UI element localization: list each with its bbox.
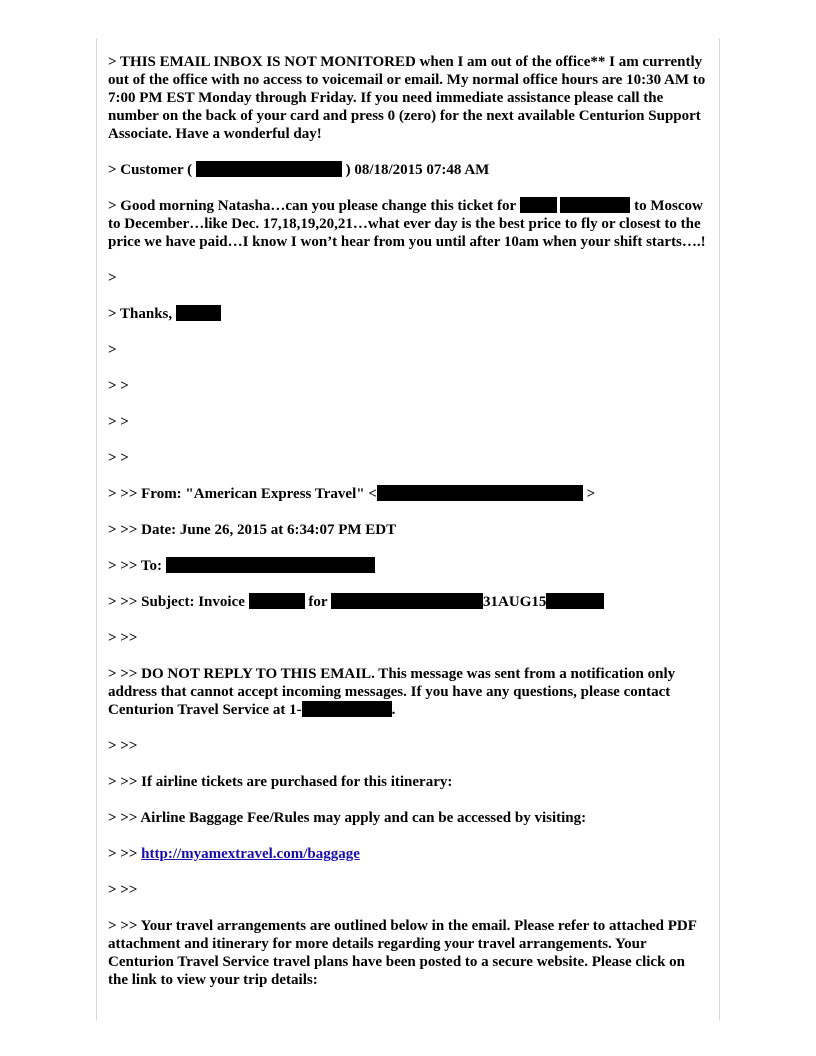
baggage-link[interactable]: http://myamextravel.com/baggage <box>141 846 360 862</box>
quote-line: > > <box>108 378 129 394</box>
quote-line: > > <box>108 450 129 466</box>
email-body <box>108 53 708 1007</box>
quote-line: > >> <box>108 882 138 898</box>
redacted-block <box>546 593 604 609</box>
redacted-block <box>560 197 630 213</box>
customer-request: > Good morning Natasha…can you please change this ticket for to Moscow to December…like Dec. 17,18,19,20,21…what ever day is the best price to fly or closest to the price we have paid…I know I won’t hear from you until after 10am when your shift starts….! <box>108 198 706 250</box>
out-of-office-notice: > THIS EMAIL INBOX IS NOT MONITORED when I am out of the office** I am currently out of the office with no access to voicemail or email. My normal office hours are 10:30 AM to 7:00 PM EST Monday through Friday. If you need immediate assistance please call the number on the back of your card and press 0 (zero) for the next available Centurion Support Associate. Have a wonderful day! <box>108 54 706 142</box>
customer-line: > Customer ( ) 08/18/2015 07:48 AM <box>108 162 490 178</box>
redacted-block <box>249 593 305 609</box>
travel-arrangements-paragraph: > >> Your travel arrangements are outlined below in the email. Please refer to attached PDF attachment and itinerary for more details regarding your travel arrangements. Your Centurion Travel Service travel plans have been posted to a secure website. Please click on the link to view your trip details: <box>108 918 697 988</box>
redacted-block <box>166 557 375 573</box>
subject-line: > >> Subject: Invoice for 31AUG15 <box>108 593 708 611</box>
redacted-block <box>302 701 392 717</box>
quote-line: > <box>108 342 117 358</box>
redacted-block <box>176 305 221 321</box>
quote-line: > <box>108 270 117 286</box>
baggage-link-line: > >> http://myamextravel.com/baggage <box>108 846 360 862</box>
quote-line: > >> <box>108 738 138 754</box>
redacted-block <box>331 593 483 609</box>
date-line: > >> Date: June 26, 2015 at 6:34:07 PM EDT <box>108 522 397 538</box>
airline-tickets-line: > >> If airline tickets are purchased for this itinerary: <box>108 774 453 790</box>
baggage-rules-line: > >> Airline Baggage Fee/Rules may apply and can be accessed by visiting: <box>108 810 587 826</box>
do-not-reply-notice: > >> DO NOT REPLY TO THIS EMAIL. This message was sent from a notification only address that cannot accept incoming messages. If you have any questions, please contact Centurion Travel Service at 1- . <box>108 666 676 718</box>
quote-line: > >> <box>108 630 138 646</box>
thanks-line: > Thanks, <box>108 305 708 323</box>
to-line: > >> To: <box>108 557 708 575</box>
redacted-block <box>377 485 583 501</box>
redacted-block <box>196 161 342 177</box>
from-line: > >> From: "American Express Travel" < > <box>108 486 596 502</box>
quote-line: > > <box>108 414 129 430</box>
redacted-block <box>520 197 557 213</box>
